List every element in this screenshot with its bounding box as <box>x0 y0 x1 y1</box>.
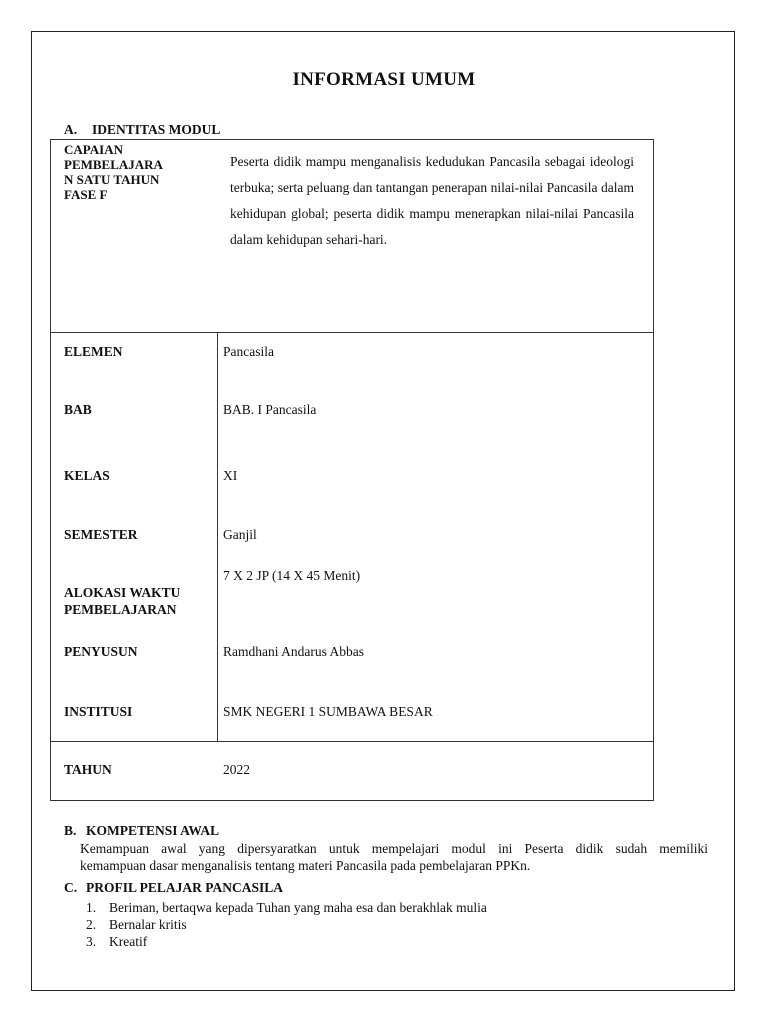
kelas-value: XI <box>223 468 238 483</box>
tahun-value: 2022 <box>223 762 250 777</box>
kelas-label: KELAS <box>64 468 110 483</box>
capaian-text: Peserta didik mampu menganalisis kedudukan Pancasila sebagai ideologi terbuka; serta peluang dan tantangan penerapan nilai-nilai Pancasila dalam kehidupan global; peserta didik mampu menerapkan nilai-nilai Pancasila dalam kehidupan sehari-hari. <box>230 154 634 247</box>
list-item-number: 2. <box>86 917 97 932</box>
alokasi-waktu-label <box>64 584 214 618</box>
alokasi-waktu-label-line: ALOKASI WAKTU <box>64 585 181 600</box>
bab-label: BAB <box>64 402 92 417</box>
alokasi-waktu-value: 7 X 2 JP (14 X 45 Menit) <box>223 568 361 583</box>
list-item-number: 3. <box>86 934 97 949</box>
section-a-heading <box>64 122 220 138</box>
list-item-text: Kreatif <box>109 934 148 949</box>
capaian-label-line: N SATU TAHUN <box>64 172 160 187</box>
document-title: INFORMASI UMUM <box>292 69 476 90</box>
elemen-label: ELEMEN <box>64 344 123 359</box>
list-item-text: Bernalar kritis <box>109 917 187 932</box>
section-b-heading <box>64 823 219 839</box>
bab-value: BAB. I Pancasila <box>223 402 317 417</box>
section-a-title: IDENTITAS MODUL <box>92 122 221 137</box>
section-a-letter: A. <box>64 122 78 137</box>
institusi-value: SMK NEGERI 1 SUMBAWA BESAR <box>223 704 433 719</box>
table-divider <box>51 741 653 742</box>
tahun-label: TAHUN <box>64 762 112 777</box>
alokasi-waktu-label-line: PEMBELAJARAN <box>64 602 177 617</box>
institusi-label: INSTITUSI <box>64 704 133 719</box>
semester-label: SEMESTER <box>64 527 138 542</box>
penyusun-value: Ramdhani Andarus Abbas <box>223 644 364 659</box>
section-c-title: PROFIL PELAJAR PANCASILA <box>86 880 284 895</box>
penyusun-label: PENYUSUN <box>64 644 138 659</box>
table-column-divider <box>217 332 218 742</box>
list-item-number: 1. <box>86 900 97 915</box>
list-item-text: Beriman, bertaqwa kepada Tuhan yang maha esa dan berakhlak mulia <box>109 900 487 915</box>
elemen-value: Pancasila <box>223 344 274 359</box>
capaian-label-line: FASE F <box>64 187 108 202</box>
section-b-title: KOMPETENSI AWAL <box>86 823 220 838</box>
capaian-label-line: CAPAIAN <box>64 142 123 157</box>
section-c-heading <box>64 880 283 896</box>
kompetensi-awal-text <box>80 840 708 874</box>
list-item <box>86 916 487 933</box>
section-c-letter: C. <box>64 880 78 895</box>
kompetensi-awal-line: kemampuan dasar menganalisis tentang materi Pancasila pada pembelajaran PPKn. <box>80 858 531 873</box>
profil-pelajar-list <box>86 899 487 950</box>
capaian-label-line: PEMBELAJARA <box>64 157 163 172</box>
semester-value: Ganjil <box>223 527 257 542</box>
list-item <box>86 933 487 950</box>
table-divider <box>51 332 653 333</box>
list-item <box>86 899 487 916</box>
section-b-letter: B. <box>64 823 77 838</box>
kompetensi-awal-line: Kemampuan awal yang dipersyaratkan untuk mempelajari modul ini Peserta didik sudah memiliki <box>80 841 708 856</box>
capaian-label <box>64 142 204 202</box>
identitas-modul-table <box>50 139 654 801</box>
